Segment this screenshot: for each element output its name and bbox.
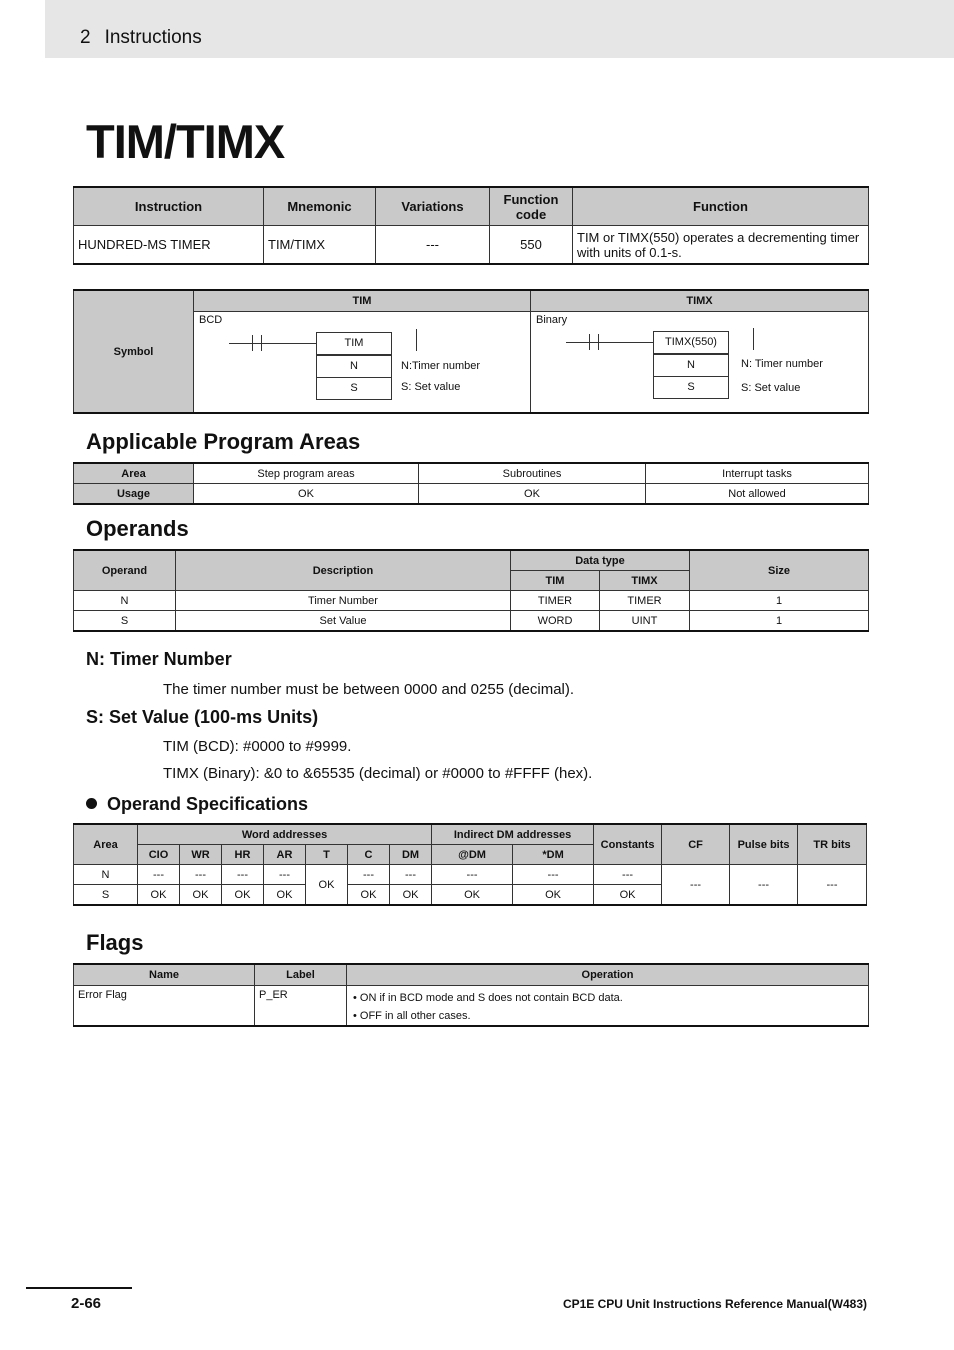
cell-constants: --- (594, 865, 662, 885)
symbol-label: Symbol (74, 290, 194, 413)
flags-heading: Flags (86, 930, 144, 955)
spec-col-ar: AR (264, 845, 306, 865)
bullet-icon (86, 798, 97, 809)
col-size: Size (690, 550, 869, 591)
cell-cio: --- (138, 865, 180, 885)
contact-bar-left (252, 335, 253, 351)
s-heading: S: Set Value (100-ms Units) (86, 707, 319, 727)
col-data-type: Data type (511, 550, 690, 571)
cell-description: Timer Number (176, 591, 511, 611)
cell-atdm: OK (432, 885, 513, 906)
spec-col-hr: HR (222, 845, 264, 865)
chapter-title: Instructions (104, 27, 202, 48)
cell-atdm: --- (432, 865, 513, 885)
cell-area: N (74, 865, 138, 885)
col-function: Function (573, 187, 869, 226)
rung-left (229, 343, 261, 344)
chapter-number: 2 (80, 27, 91, 48)
timx-box-s: S (653, 376, 729, 399)
flag-op-1: • ON if in BCD mode and S does not contain BCD data. (353, 992, 623, 1004)
n-heading: N: Timer Number (86, 649, 232, 669)
tim-label-s: S: Set value (401, 381, 461, 393)
tim-box-name: TIM (316, 332, 392, 355)
timx-box-name: TIMX(550) (653, 331, 729, 354)
operands-table (73, 549, 869, 632)
cell-operand: N (74, 591, 176, 611)
cell-timx: UINT (600, 611, 690, 632)
col-mnemonic: Mnemonic (264, 187, 376, 226)
symbol-table (73, 289, 869, 414)
table-row (74, 865, 867, 885)
spec-col-t: T (306, 845, 348, 865)
operand-spec-table (73, 823, 867, 906)
cell-wr: OK (180, 885, 222, 906)
flag-op-2: • OFF in all other cases. (353, 1010, 471, 1022)
spec-col-cio: CIO (138, 845, 180, 865)
areas-table (73, 462, 869, 505)
area-header: Area (74, 463, 194, 484)
cell-size: 1 (690, 611, 869, 632)
cell-tr: --- (798, 865, 867, 906)
col-description: Description (176, 550, 511, 591)
rung-left (566, 342, 598, 343)
spec-col-atdm: @DM (432, 845, 513, 865)
right-rail (416, 329, 417, 351)
usage-subroutines: OK (419, 484, 646, 505)
table-row (74, 226, 869, 265)
spec-col-area: Area (74, 824, 138, 865)
timx-mode: Binary (536, 314, 568, 326)
spec-col-constants: Constants (594, 824, 662, 865)
footer-rule (26, 1287, 132, 1289)
cell-dm: OK (390, 885, 432, 906)
cell-tim: TIMER (511, 591, 600, 611)
right-rail (753, 328, 754, 350)
rung-right (261, 343, 316, 344)
cell-hr: --- (222, 865, 264, 885)
chapter-header (80, 27, 202, 49)
tim-box-s: S (316, 377, 392, 400)
page-number: 2-66 (71, 1295, 102, 1312)
usage-header: Usage (74, 484, 194, 505)
cell-size: 1 (690, 591, 869, 611)
flags-col-operation: Operation (347, 964, 869, 986)
rung-right (598, 342, 653, 343)
spec-heading-wrap (86, 794, 308, 815)
tim-label-n: N:Timer number (401, 360, 481, 372)
timx-label-n: N: Timer number (741, 358, 823, 370)
page-title: TIM/TIMX (86, 115, 285, 168)
n-text: The timer number must be between 0000 and 0255 (decimal). (163, 681, 575, 698)
spec-col-dm: DM (390, 845, 432, 865)
operands-heading: Operands (86, 516, 189, 541)
timx-label-s: S: Set value (741, 382, 801, 394)
col-instruction: Instruction (74, 187, 264, 226)
table-row (74, 591, 869, 611)
s-text-2: TIMX (Binary): &0 to &65535 (decimal) or #0000 to #FFFF (hex). (163, 765, 593, 782)
col-operand: Operand (74, 550, 176, 591)
cell-cf: --- (662, 865, 730, 906)
spec-col-word: Word addresses (138, 824, 432, 845)
cell-cio: OK (138, 885, 180, 906)
tim-box-n: N (316, 355, 392, 378)
cell-hr: OK (222, 885, 264, 906)
flags-table (73, 963, 869, 1027)
spec-col-pulse: Pulse bits (730, 824, 798, 865)
cell-stardm: OK (513, 885, 594, 906)
cell-tim: WORD (511, 611, 600, 632)
spec-col-cf: CF (662, 824, 730, 865)
cell-c: OK (348, 885, 390, 906)
symbol-tim-header: TIM (194, 290, 531, 312)
spec-col-c: C (348, 845, 390, 865)
col-function-code: Function code (490, 187, 573, 226)
col-variations: Variations (376, 187, 490, 226)
cell-function-code: 550 (490, 226, 573, 265)
manual-title: CP1E CPU Unit Instructions Reference Manual(W483) (562, 1297, 867, 1311)
spec-heading: Operand Specifications (107, 794, 309, 814)
symbol-timx-header: TIMX (531, 290, 869, 312)
cell-mnemonic: TIM/TIMX (264, 226, 376, 265)
symbol-timx-cell (531, 312, 869, 414)
s-text-1: TIM (BCD): #0000 to #9999. (163, 738, 352, 755)
instruction-table (73, 186, 869, 265)
contact-bar-left (589, 334, 590, 350)
cell-pulse: --- (730, 865, 798, 906)
cell-variations: --- (376, 226, 490, 265)
cell-stardm: --- (513, 865, 594, 885)
cell-area: S (74, 885, 138, 906)
cell-instruction: HUNDRED-MS TIMER (74, 226, 264, 265)
table-row (74, 611, 869, 632)
cell-function: TIM or TIMX(550) operates a decrementing timer with units of 0.1-s. (573, 226, 869, 265)
spec-col-tr: TR bits (798, 824, 867, 865)
timx-box-n: N (653, 354, 729, 377)
flag-operation (347, 986, 869, 1027)
cell-wr: --- (180, 865, 222, 885)
areas-heading: Applicable Program Areas (86, 429, 361, 454)
area-interrupt: Interrupt tasks (646, 463, 869, 484)
cell-operand: S (74, 611, 176, 632)
flags-col-label: Label (255, 964, 347, 986)
area-subroutines: Subroutines (419, 463, 646, 484)
cell-ar: --- (264, 865, 306, 885)
col-tim: TIM (511, 571, 600, 591)
cell-constants: OK (594, 885, 662, 906)
cell-t: OK (306, 865, 348, 906)
cell-c: --- (348, 865, 390, 885)
cell-timx: TIMER (600, 591, 690, 611)
table-row (74, 986, 869, 1027)
usage-interrupt: Not allowed (646, 484, 869, 505)
usage-step: OK (194, 484, 419, 505)
cell-ar: OK (264, 885, 306, 906)
spec-col-wr: WR (180, 845, 222, 865)
cell-dm: --- (390, 865, 432, 885)
flag-name: Error Flag (74, 986, 255, 1027)
cell-description: Set Value (176, 611, 511, 632)
tim-mode: BCD (199, 314, 223, 326)
symbol-tim-cell (194, 312, 531, 414)
area-step: Step program areas (194, 463, 419, 484)
spec-col-stardm: *DM (513, 845, 594, 865)
spec-col-indirect: Indirect DM addresses (432, 824, 594, 845)
flag-label: P_ER (255, 986, 347, 1027)
flags-col-name: Name (74, 964, 255, 986)
col-timx: TIMX (600, 571, 690, 591)
